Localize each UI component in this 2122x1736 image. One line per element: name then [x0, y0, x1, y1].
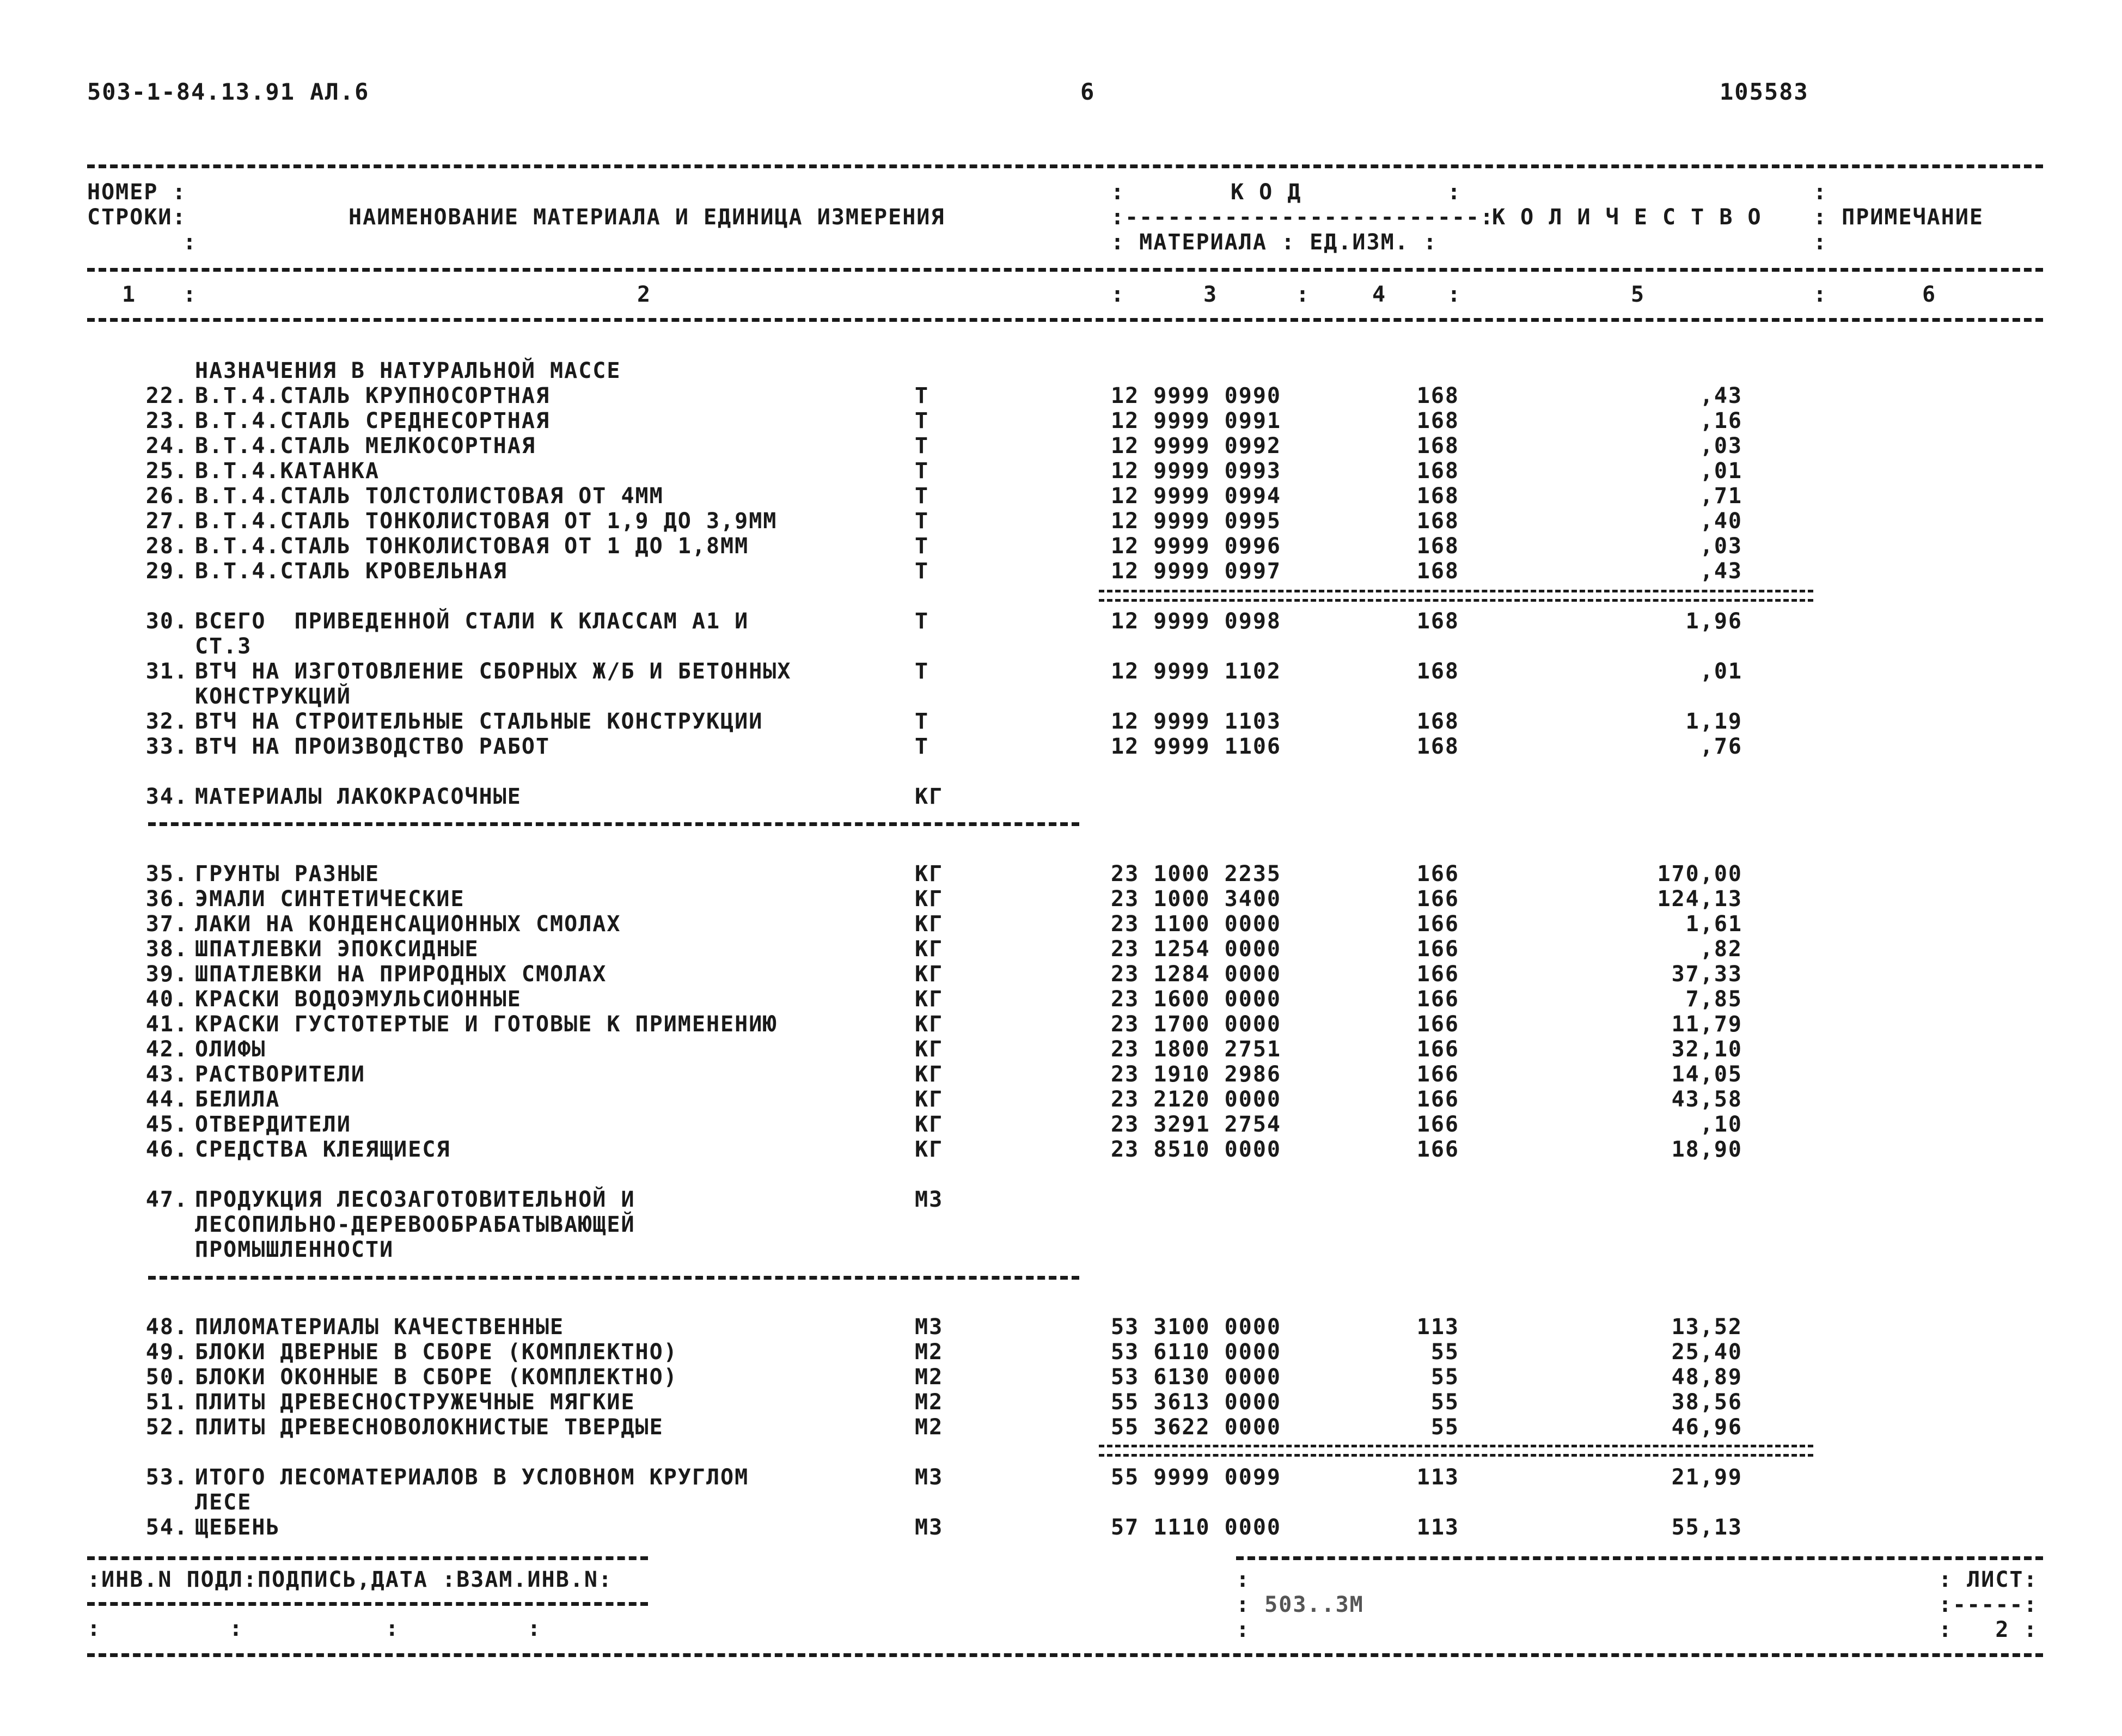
material-name: ПРОДУКЦИЯ ЛЕСОЗАГОТОВИТЕЛЬНОЙ И — [195, 1187, 635, 1212]
unit: Т — [915, 459, 929, 484]
unit-code: 166 — [1416, 962, 1459, 987]
row-number: 30. — [145, 609, 188, 634]
material-code: 12 9999 0994 — [1111, 484, 1281, 509]
quantity: 18,90 — [1671, 1137, 1742, 1162]
material-code: 12 9999 0996 — [1111, 534, 1281, 559]
code-group-header: К О Д — [1231, 180, 1302, 205]
row-number: 36. — [145, 887, 188, 912]
row-number: 34. — [145, 784, 188, 809]
row-number: 49. — [145, 1340, 188, 1365]
row-number: 54. — [145, 1515, 188, 1540]
material-name: СРЕДСТВА КЛЕЯЩИЕСЯ — [195, 1137, 451, 1162]
material-code: 23 8510 0000 — [1111, 1137, 1281, 1162]
unit-code: 166 — [1416, 987, 1459, 1012]
unit-code: 113 — [1416, 1515, 1459, 1540]
unit-code: 168 — [1416, 609, 1459, 634]
note-header: ПРИМЕЧАНИЕ — [1842, 205, 1984, 230]
quantity: 13,52 — [1671, 1315, 1742, 1340]
unit-code: 168 — [1416, 709, 1459, 734]
material-code: 23 2120 0000 — [1111, 1087, 1281, 1112]
unit: Т — [915, 659, 929, 684]
unit-code: 55 — [1430, 1365, 1459, 1390]
material-name: В.Т.4.СТАЛЬ ТОНКОЛИСТОВАЯ ОТ 1,9 ДО 3,9ММ — [195, 509, 778, 534]
material-name: МАТЕРИАЛЫ ЛАКОКРАСОЧНЫЕ — [195, 784, 522, 809]
material-name: ПРОМЫШЛЕННОСТИ — [195, 1237, 394, 1262]
material-name: ВСЕГО ПРИВЕДЕННОЙ СТАЛИ К КЛАССАМ А1 И — [195, 609, 749, 634]
unit: Т — [915, 709, 929, 734]
material-name: КОНСТРУКЦИЙ — [195, 684, 351, 709]
material-name: РАСТВОРИТЕЛИ — [195, 1062, 365, 1087]
unit: М2 — [915, 1340, 944, 1365]
unit: КГ — [915, 887, 944, 912]
unit-code: 166 — [1416, 912, 1459, 937]
unit: Т — [915, 609, 929, 634]
material-name: ПИЛОМАТЕРИАЛЫ КАЧЕСТВЕННЫЕ — [195, 1315, 565, 1340]
unit: КГ — [915, 784, 944, 809]
row-number: 53. — [145, 1465, 188, 1490]
row-number: 37. — [145, 912, 188, 937]
material-code: 12 9999 0992 — [1111, 433, 1281, 459]
page-number: 6 — [1080, 78, 1096, 105]
unit-code: 168 — [1416, 383, 1459, 408]
quantity: 1,19 — [1685, 709, 1742, 734]
quantity: ,82 — [1699, 937, 1742, 962]
quantity: ,01 — [1699, 459, 1742, 484]
material-name: БЕЛИЛА — [195, 1087, 280, 1112]
material-code: 12 9999 1102 — [1111, 659, 1281, 684]
unit-code: 168 — [1416, 534, 1459, 559]
header-top-rule — [87, 164, 2043, 168]
quantity: 7,85 — [1685, 987, 1742, 1012]
unit: КГ — [915, 1112, 944, 1137]
row-number: 22. — [145, 383, 188, 408]
material-name: В.Т.4.СТАЛЬ ТОЛСТОЛИСТОВАЯ ОТ 4ММ — [195, 484, 664, 509]
material-name: ИТОГО ЛЕСОМАТЕРИАЛОВ В УСЛОВНОМ КРУГЛОМ — [195, 1465, 749, 1490]
row-number: 33. — [145, 734, 188, 759]
material-code: 12 9999 1106 — [1111, 734, 1281, 759]
unit: КГ — [915, 1037, 944, 1062]
row-number: 44. — [145, 1087, 188, 1112]
material-code: 55 3622 0000 — [1111, 1415, 1281, 1440]
material-code: 12 9999 1103 — [1111, 709, 1281, 734]
quantity: 46,96 — [1671, 1415, 1742, 1440]
quantity: 38,56 — [1671, 1390, 1742, 1415]
unit: Т — [915, 559, 929, 584]
unit-code: 113 — [1416, 1315, 1459, 1340]
title-block-top-rule — [1236, 1556, 2043, 1560]
row-number: 51. — [145, 1390, 188, 1415]
stamp-top-rule — [87, 1556, 648, 1560]
doc-reference: 503..3М — [1264, 1592, 1364, 1617]
row-number: 24. — [145, 433, 188, 459]
row-number: 26. — [145, 484, 188, 509]
quantity-header: К О Л И Ч Е С Т В О — [1492, 205, 1762, 230]
row-number: 27. — [145, 509, 188, 534]
material-code: 23 1100 0000 — [1111, 912, 1281, 937]
material-name: ПЛИТЫ ДРЕВЕСНОВОЛОКНИСТЫЕ ТВЕРДЫЕ — [195, 1415, 664, 1440]
material-name: ШПАТЛЕВКИ НА ПРИРОДНЫХ СМОЛАХ — [195, 962, 607, 987]
quantity: ,16 — [1699, 408, 1742, 433]
unit-code: 113 — [1416, 1465, 1459, 1490]
row-number: 38. — [145, 937, 188, 962]
unit-code: 168 — [1416, 484, 1459, 509]
unit-code: 168 — [1416, 408, 1459, 433]
section-separator-paints — [148, 822, 1079, 826]
quantity: 21,99 — [1671, 1465, 1742, 1490]
unit: Т — [915, 509, 929, 534]
quantity: ,40 — [1699, 509, 1742, 534]
unit-code: 166 — [1416, 1012, 1459, 1037]
unit: КГ — [915, 1012, 944, 1037]
quantity: 43,58 — [1671, 1087, 1742, 1112]
material-name: КРАСКИ ГУСТОТЕРТЫЕ И ГОТОВЫЕ К ПРИМЕНЕНИЮ — [195, 1012, 778, 1037]
quantity: 11,79 — [1671, 1012, 1742, 1037]
material-name: В.Т.4.СТАЛЬ КРОВЕЛЬНАЯ — [195, 559, 507, 584]
material-name: В.Т.4.СТАЛЬ ТОНКОЛИСТОВАЯ ОТ 1 ДО 1,8ММ — [195, 534, 749, 559]
material-code: 23 1284 0000 — [1111, 962, 1281, 987]
unit: М3 — [915, 1315, 944, 1340]
material-name: БЛОКИ ДВЕРНЫЕ В СБОРЕ (КОМПЛЕКТНО) — [195, 1340, 678, 1365]
row-number: 47. — [145, 1187, 188, 1212]
material-code: 23 3291 2754 — [1111, 1112, 1281, 1137]
unit: Т — [915, 534, 929, 559]
row-number: 23. — [145, 408, 188, 433]
unit-code: 168 — [1416, 734, 1459, 759]
quantity: 55,13 — [1671, 1515, 1742, 1540]
unit-code: 55 — [1430, 1415, 1459, 1440]
footer-bottom-rule — [87, 1653, 2043, 1657]
unit: КГ — [915, 1087, 944, 1112]
material-code: 53 6110 0000 — [1111, 1340, 1281, 1365]
row-number: 39. — [145, 962, 188, 987]
unit: КГ — [915, 987, 944, 1012]
unit: Т — [915, 734, 929, 759]
col1-header-line2: СТРОКИ — [87, 205, 173, 230]
sheet-label: ЛИСТ: — [1967, 1567, 2038, 1592]
unit-code: 166 — [1416, 861, 1459, 887]
unit-code: 166 — [1416, 1037, 1459, 1062]
unit-code: 168 — [1416, 509, 1459, 534]
row-number: 43. — [145, 1062, 188, 1087]
material-code: 12 9999 0990 — [1111, 383, 1281, 408]
row-number: 31. — [145, 659, 188, 684]
unit-code: 168 — [1416, 459, 1459, 484]
unit: КГ — [915, 1062, 944, 1087]
unit-code: 168 — [1416, 559, 1459, 584]
quantity: ,10 — [1699, 1112, 1742, 1137]
quantity: 25,40 — [1671, 1340, 1742, 1365]
row-number: 45. — [145, 1112, 188, 1137]
material-name: СТ.3 — [195, 634, 252, 659]
row-number: 50. — [145, 1365, 188, 1390]
row-number: 48. — [145, 1315, 188, 1340]
material-code: 23 1800 2751 — [1111, 1037, 1281, 1062]
code-unit-header: ЕД.ИЗМ. — [1310, 230, 1409, 255]
row-number: 32. — [145, 709, 188, 734]
material-name: НАЗНАЧЕНИЯ В НАТУРАЛЬНОЙ МАССЕ — [195, 358, 621, 383]
doc-number: 105583 — [1720, 78, 1809, 105]
quantity: ,43 — [1699, 559, 1742, 584]
material-code: 23 1600 0000 — [1111, 987, 1281, 1012]
row-number: 40. — [145, 987, 188, 1012]
material-name: ОТВЕРДИТЕЛИ — [195, 1112, 351, 1137]
header-mid-rule — [87, 268, 2043, 272]
quantity: ,03 — [1699, 534, 1742, 559]
material-name: ЛАКИ НА КОНДЕНСАЦИОННЫХ СМОЛАХ — [195, 912, 621, 937]
material-name: ПЛИТЫ ДРЕВЕСНОСТРУЖЕЧНЫЕ МЯГКИЕ — [195, 1390, 635, 1415]
material-name: ВТЧ НА ПРОИЗВОДСТВО РАБОТ — [195, 734, 551, 759]
quantity: 32,10 — [1671, 1037, 1742, 1062]
quantity: 1,61 — [1685, 912, 1742, 937]
quantity: ,71 — [1699, 484, 1742, 509]
quantity: 170,00 — [1657, 861, 1742, 887]
material-name: В.Т.4.КАТАНКА — [195, 459, 380, 484]
unit-code: 166 — [1416, 1112, 1459, 1137]
col1-header-line1: НОМЕР — [87, 180, 158, 205]
material-code: 23 1910 2986 — [1111, 1062, 1281, 1087]
sheet-number: 2 — [1995, 1617, 2010, 1642]
unit: Т — [915, 484, 929, 509]
stamp-mid-rule — [87, 1602, 648, 1606]
unit: М2 — [915, 1390, 944, 1415]
material-code: 12 9999 0997 — [1111, 559, 1281, 584]
material-code: 12 9999 0998 — [1111, 609, 1281, 634]
unit: Т — [915, 433, 929, 459]
header-bottom-rule — [87, 318, 2043, 322]
quantity: 37,33 — [1671, 962, 1742, 987]
material-name: ЭМАЛИ СИНТЕТИЧЕСКИЕ — [195, 887, 465, 912]
material-code: 23 1000 3400 — [1111, 887, 1281, 912]
unit-code: 55 — [1430, 1390, 1459, 1415]
material-name: В.Т.4.СТАЛЬ МЕЛКОСОРТНАЯ — [195, 433, 536, 459]
material-code: 23 1254 0000 — [1111, 937, 1281, 962]
unit-code: 166 — [1416, 937, 1459, 962]
material-name: ВТЧ НА СТРОИТЕЛЬНЫЕ СТАЛЬНЫЕ КОНСТРУКЦИИ — [195, 709, 763, 734]
quantity: 1,96 — [1685, 609, 1742, 634]
unit-code: 166 — [1416, 1087, 1459, 1112]
material-name: ГРУНТЫ РАЗНЫЕ — [195, 861, 380, 887]
material-code: 53 6130 0000 — [1111, 1365, 1281, 1390]
unit: М3 — [915, 1465, 944, 1490]
unit-code: 166 — [1416, 1137, 1459, 1162]
row-number: 29. — [145, 559, 188, 584]
unit-code: 166 — [1416, 887, 1459, 912]
stamp-blank-row: : : : : — [87, 1616, 542, 1641]
material-name: ЩЕБЕНЬ — [195, 1515, 280, 1540]
material-name: ВТЧ НА ИЗГОТОВЛЕНИЕ СБОРНЫХ Ж/Б И БЕТОННЫХ — [195, 659, 792, 684]
col2-header: НАИМЕНОВАНИЕ МАТЕРИАЛА И ЕДИНИЦА ИЗМЕРЕНИЯ — [348, 205, 945, 230]
subtotal-separator-steel — [1099, 590, 1813, 602]
unit: КГ — [915, 861, 944, 887]
quantity: 14,05 — [1671, 1062, 1742, 1087]
quantity: ,01 — [1699, 659, 1742, 684]
row-number: 52. — [145, 1415, 188, 1440]
unit: М2 — [915, 1365, 944, 1390]
material-code: 57 1110 0000 — [1111, 1515, 1281, 1540]
subtotal-separator-wood — [1099, 1445, 1813, 1457]
unit: Т — [915, 383, 929, 408]
quantity: ,03 — [1699, 433, 1742, 459]
quantity: 48,89 — [1671, 1365, 1742, 1390]
doc-code: 503-1-84.13.91 АЛ.6 — [87, 78, 370, 105]
unit: Т — [915, 408, 929, 433]
unit-code: 166 — [1416, 1062, 1459, 1087]
material-code: 55 9999 0099 — [1111, 1465, 1281, 1490]
material-code: 23 1000 2235 — [1111, 861, 1281, 887]
unit-code: 168 — [1416, 433, 1459, 459]
unit: КГ — [915, 912, 944, 937]
material-code: 12 9999 0995 — [1111, 509, 1281, 534]
material-code: 12 9999 0991 — [1111, 408, 1281, 433]
material-name: ШПАТЛЕВКИ ЭПОКСИДНЫЕ — [195, 937, 479, 962]
material-name: ЛЕСОПИЛЬНО-ДЕРЕВООБРАБАТЫВАЮЩЕЙ — [195, 1212, 635, 1237]
row-number: 35. — [145, 861, 188, 887]
unit: КГ — [915, 937, 944, 962]
material-name: ОЛИФЫ — [195, 1037, 266, 1062]
material-name: БЛОКИ ОКОННЫЕ В СБОРЕ (КОМПЛЕКТНО) — [195, 1365, 678, 1390]
quantity: 124,13 — [1657, 887, 1742, 912]
row-number: 25. — [145, 459, 188, 484]
quantity: ,76 — [1699, 734, 1742, 759]
unit: М2 — [915, 1415, 944, 1440]
material-code: 23 1700 0000 — [1111, 1012, 1281, 1037]
quantity: ,43 — [1699, 383, 1742, 408]
material-name: В.Т.4.СТАЛЬ СРЕДНЕСОРТНАЯ — [195, 408, 551, 433]
row-number: 41. — [145, 1012, 188, 1037]
section-separator-wood — [148, 1276, 1079, 1280]
code-material-header: МАТЕРИАЛА — [1139, 230, 1267, 255]
material-name: ЛЕСЕ — [195, 1490, 252, 1515]
stamp-labels: :ИНВ.N ПОДЛ:ПОДПИСЬ,ДАТА :ВЗАМ.ИНВ.N: — [87, 1567, 613, 1592]
material-code: 55 3613 0000 — [1111, 1390, 1281, 1415]
unit-code: 168 — [1416, 659, 1459, 684]
row-number: 28. — [145, 534, 188, 559]
unit: КГ — [915, 962, 944, 987]
material-code: 53 3100 0000 — [1111, 1315, 1281, 1340]
unit: КГ — [915, 1137, 944, 1162]
unit: М3 — [915, 1515, 944, 1540]
row-number: 42. — [145, 1037, 188, 1062]
row-number: 46. — [145, 1137, 188, 1162]
material-name: КРАСКИ ВОДОЭМУЛЬСИОННЫЕ — [195, 987, 522, 1012]
unit: М3 — [915, 1187, 944, 1212]
unit-code: 55 — [1430, 1340, 1459, 1365]
material-code: 12 9999 0993 — [1111, 459, 1281, 484]
material-name: В.Т.4.СТАЛЬ КРУПНОСОРТНАЯ — [195, 383, 551, 408]
